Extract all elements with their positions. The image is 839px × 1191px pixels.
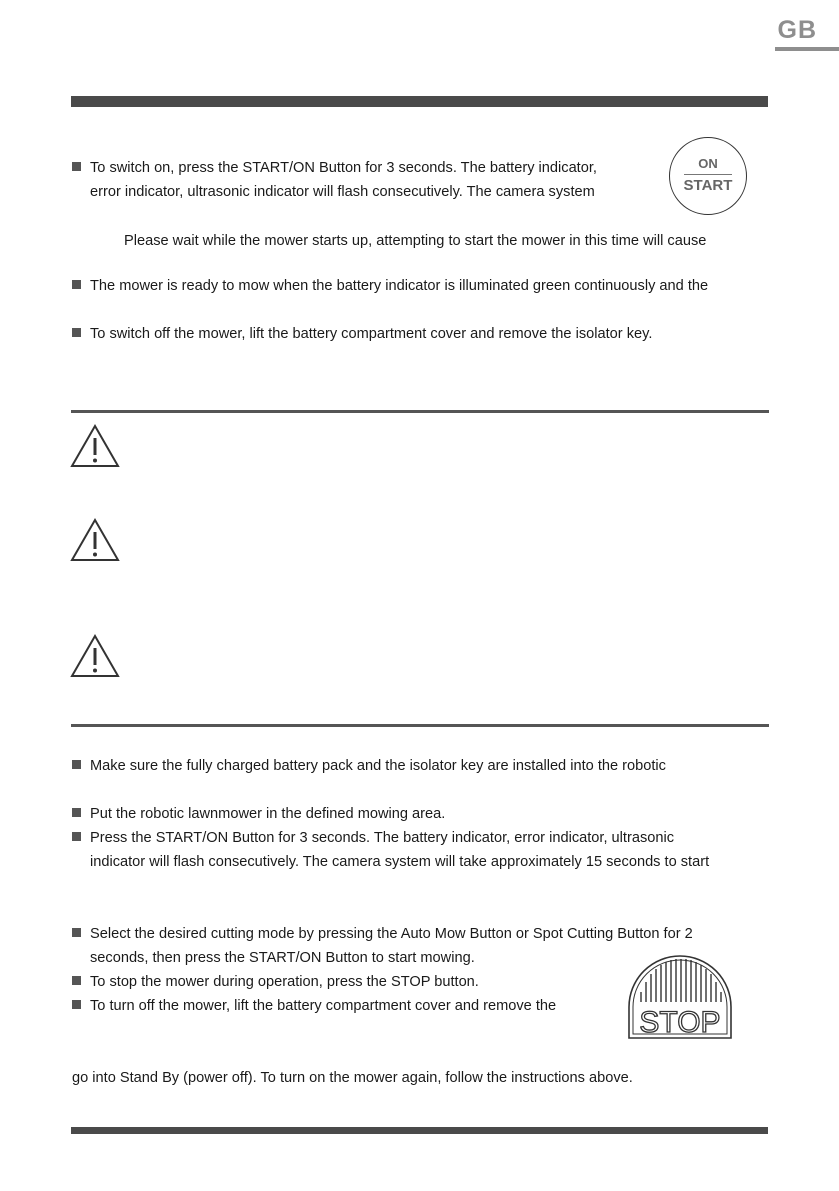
warning-icon — [70, 518, 120, 562]
language-label: GB — [777, 16, 817, 44]
bullet — [72, 162, 81, 171]
bullet — [72, 328, 81, 337]
body-text: go into Stand By (power off). To turn on the mower again, follow the instructions above. — [72, 1070, 633, 1086]
list-item — [72, 278, 708, 294]
bullet — [72, 808, 81, 817]
warning-icon — [70, 424, 120, 468]
list-item — [72, 758, 666, 774]
list-item-continuation: seconds, then press the START/ON Button to start mowing. — [90, 950, 475, 966]
stop-label: STOP — [639, 1006, 721, 1039]
list-item-text: To stop the mower during operation, press the STOP button. — [90, 974, 479, 990]
list-item — [72, 830, 674, 846]
language-underline — [775, 47, 839, 51]
list-item-text: To switch off the mower, lift the battery compartment cover and remove the isolator key. — [90, 326, 653, 342]
note-text: Please wait while the mower starts up, attempting to start the mower in this time will cause — [124, 233, 707, 249]
bullet — [72, 760, 81, 769]
list-item — [72, 160, 597, 176]
bullet — [72, 280, 81, 289]
list-item-text: Make sure the fully charged battery pack and the isolator key are installed into the robotic — [90, 758, 666, 774]
list-item-text: Press the START/ON Button for 3 seconds. The battery indicator, error indicator, ultrasonic — [90, 830, 675, 846]
list-item-text: The mower is ready to mow when the battery indicator is illuminated green continuously and the — [90, 278, 709, 294]
list-item — [72, 974, 479, 990]
list-item-text: To turn off the mower, lift the battery compartment cover and remove the — [90, 998, 557, 1014]
list-item-continuation: indicator will flash consecutively. The camera system will take approximately 15 seconds to start — [90, 854, 710, 870]
on-start-button-illustration — [669, 137, 747, 215]
list-item-text: Select the desired cutting mode by pressing the Auto Mow Button or Spot Cutting Button for 2 — [90, 926, 693, 942]
list-item-text: Put the robotic lawnmower in the defined mowing area. — [90, 806, 446, 822]
list-item — [72, 326, 652, 342]
bullet — [72, 928, 81, 937]
bullet — [72, 1000, 81, 1009]
bullet — [72, 976, 81, 985]
warning-icon — [70, 634, 120, 678]
list-item-text: To switch on, press the START/ON Button for 3 seconds. The battery indicator, — [90, 160, 597, 176]
list-item — [72, 926, 693, 942]
button-divider — [684, 174, 732, 175]
list-item — [72, 998, 556, 1014]
list-item-continuation: error indicator, ultrasonic indicator will flash consecutively. The camera system — [90, 184, 595, 200]
bullet — [72, 832, 81, 841]
section-divider — [71, 724, 769, 727]
section-bottom-bar — [71, 1127, 768, 1134]
on-label: ON — [698, 156, 718, 171]
section-divider — [71, 410, 769, 413]
section-top-bar — [71, 96, 768, 107]
start-label: START — [683, 177, 733, 194]
list-item — [72, 806, 445, 822]
stop-button-illustration — [625, 952, 735, 1040]
